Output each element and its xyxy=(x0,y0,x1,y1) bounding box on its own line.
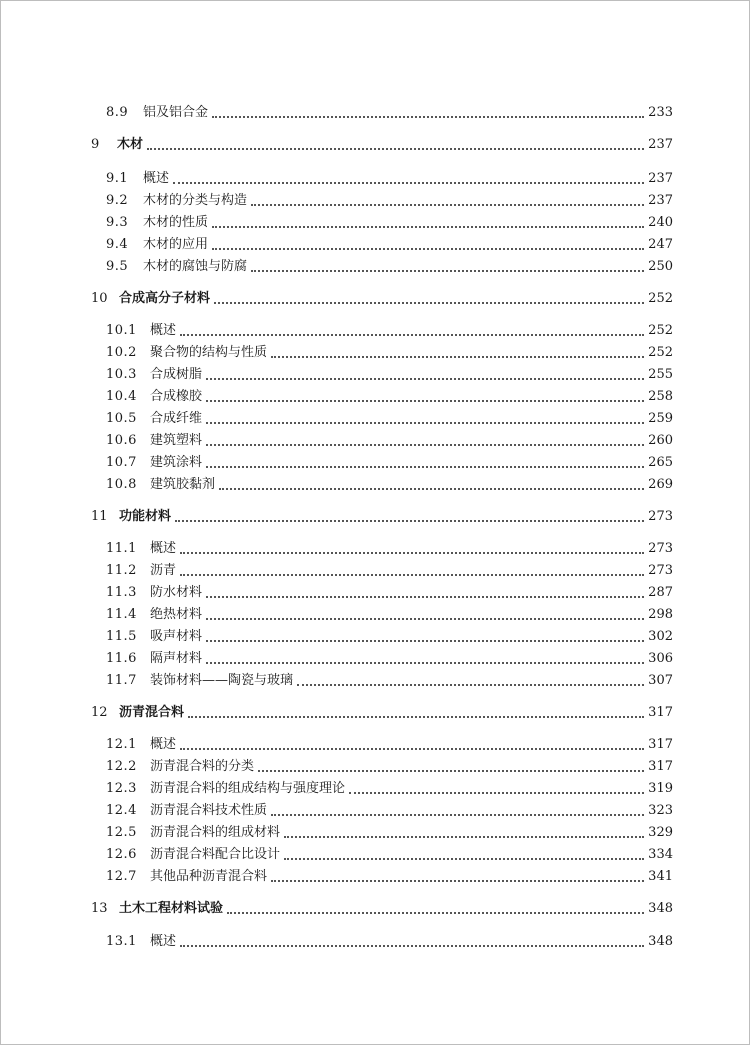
toc-section-entry[interactable] xyxy=(106,581,673,601)
toc-entry-number: 13.1 xyxy=(106,934,137,949)
toc-entry-page: 237 xyxy=(648,137,673,152)
toc-entry-title: 绝热材料 xyxy=(150,607,203,622)
toc-entry-title: 木材 xyxy=(117,137,144,152)
toc-entry-number: 9.4 xyxy=(106,237,129,252)
toc-section-entry[interactable] xyxy=(106,537,673,557)
dot-leader xyxy=(271,813,644,816)
dot-leader xyxy=(284,835,644,838)
toc-entry-title: 装饰材料——陶瓷与玻璃 xyxy=(150,673,294,688)
toc-entry-title: 建筑胶黏剂 xyxy=(150,477,216,492)
dot-leader xyxy=(206,661,644,664)
toc-section-entry[interactable] xyxy=(106,799,673,819)
toc-entry-title: 概述 xyxy=(150,934,177,949)
toc-entry-title: 建筑涂料 xyxy=(150,455,203,470)
toc-section-entry[interactable] xyxy=(106,451,673,471)
dot-leader xyxy=(180,333,644,336)
toc-chapter-entry[interactable] xyxy=(91,287,673,307)
toc-entry-number: 11.3 xyxy=(106,585,137,600)
toc-entry-page: 252 xyxy=(648,323,673,338)
toc-entry-number: 11.2 xyxy=(106,563,137,578)
toc-section-entry[interactable] xyxy=(106,385,673,405)
toc-entry-page: 273 xyxy=(648,563,673,578)
toc-entry-number: 12.4 xyxy=(106,803,137,818)
toc-section-entry[interactable] xyxy=(106,473,673,493)
toc-section-entry[interactable] xyxy=(106,930,673,950)
toc-entry-title: 木材的性质 xyxy=(143,215,209,230)
toc-entry-page: 258 xyxy=(648,389,673,404)
toc-section-entry[interactable] xyxy=(106,211,673,231)
toc-entry-number: 10.4 xyxy=(106,389,137,404)
dot-leader xyxy=(251,269,644,272)
toc-entry-number: 11.1 xyxy=(106,541,137,556)
toc-entry-title: 功能材料 xyxy=(119,509,172,524)
toc-entry-number: 9 xyxy=(91,137,100,152)
dot-leader xyxy=(258,769,644,772)
toc-entry-page: 287 xyxy=(648,585,673,600)
toc-entry-number: 12.3 xyxy=(106,781,137,796)
toc-entry-page: 306 xyxy=(648,651,673,666)
toc-entry-number: 12.5 xyxy=(106,825,137,840)
toc-entry-title: 聚合物的结构与性质 xyxy=(150,345,268,360)
toc-entry-number: 10.1 xyxy=(106,323,137,338)
toc-entry-page: 259 xyxy=(648,411,673,426)
toc-entry-page: 260 xyxy=(648,433,673,448)
toc-section-entry[interactable] xyxy=(106,319,673,339)
dot-leader xyxy=(180,944,644,947)
toc-entry-number: 11.4 xyxy=(106,607,137,622)
toc-entry-title: 沥青混合料的分类 xyxy=(150,759,255,774)
toc-entry-page: 323 xyxy=(648,803,673,818)
toc-entry-page: 269 xyxy=(648,477,673,492)
toc-entry-title: 沥青混合料技术性质 xyxy=(150,803,268,818)
toc-entry-page: 247 xyxy=(648,237,673,252)
dot-leader xyxy=(212,225,644,228)
dot-leader xyxy=(349,791,644,794)
toc-entry-number: 10.3 xyxy=(106,367,137,382)
toc-entry-page: 348 xyxy=(648,901,673,916)
toc-section-entry[interactable] xyxy=(106,843,673,863)
toc-section-entry[interactable] xyxy=(106,647,673,667)
toc-entry-page: 265 xyxy=(648,455,673,470)
dot-leader xyxy=(271,879,644,882)
dot-leader xyxy=(206,595,644,598)
toc-section-entry[interactable] xyxy=(106,101,673,121)
toc-entry-number: 12.2 xyxy=(106,759,137,774)
toc-entry-page: 307 xyxy=(648,673,673,688)
toc-section-entry[interactable] xyxy=(106,429,673,449)
dot-leader xyxy=(147,147,644,150)
dot-leader xyxy=(175,519,644,522)
toc-section-entry[interactable] xyxy=(106,755,673,775)
dot-leader xyxy=(206,421,644,424)
toc-entry-page: 329 xyxy=(648,825,673,840)
toc-entry-title: 木材的分类与构造 xyxy=(143,193,248,208)
toc-entry-title: 概述 xyxy=(143,171,170,186)
toc-entry-number: 12.7 xyxy=(106,869,137,884)
toc-section-entry[interactable] xyxy=(106,363,673,383)
toc-entry-number: 9.1 xyxy=(106,171,129,186)
toc-entry-number: 10.6 xyxy=(106,433,137,448)
toc-entry-number: 10.7 xyxy=(106,455,137,470)
toc-entry-title: 沥青混合料的组成结构与强度理论 xyxy=(150,781,346,796)
toc-entry-page: 302 xyxy=(648,629,673,644)
toc-entry-number: 9.3 xyxy=(106,215,129,230)
dot-leader xyxy=(206,639,644,642)
toc-entry-number: 11.5 xyxy=(106,629,137,644)
toc-entry-title: 合成橡胶 xyxy=(150,389,203,404)
toc-entry-page: 237 xyxy=(648,193,673,208)
dot-leader xyxy=(173,181,644,184)
toc-entry-title: 铝及铝合金 xyxy=(143,105,209,120)
toc-entry-number: 13 xyxy=(91,901,108,916)
toc-chapter-entry[interactable] xyxy=(91,897,673,917)
toc-section-entry[interactable] xyxy=(106,233,673,253)
dot-leader xyxy=(206,617,644,620)
toc-entry-title: 合成高分子材料 xyxy=(119,291,211,306)
dot-leader xyxy=(206,443,644,446)
dot-leader xyxy=(206,465,644,468)
toc-entry-page: 298 xyxy=(648,607,673,622)
toc-section-entry[interactable] xyxy=(106,625,673,645)
toc-section-entry[interactable] xyxy=(106,821,673,841)
dot-leader xyxy=(212,247,644,250)
toc-entry-title: 其他品种沥青混合料 xyxy=(150,869,268,884)
toc-section-entry[interactable] xyxy=(106,189,673,209)
toc-entry-number: 10.8 xyxy=(106,477,137,492)
toc-section-entry[interactable] xyxy=(106,865,673,885)
toc-entry-page: 317 xyxy=(648,705,673,720)
dot-leader xyxy=(219,487,644,490)
dot-leader xyxy=(284,857,644,860)
toc-section-entry[interactable] xyxy=(106,255,673,275)
toc-entry-page: 317 xyxy=(648,759,673,774)
toc-entry-title: 概述 xyxy=(150,737,177,752)
toc-entry-page: 240 xyxy=(648,215,673,230)
dot-leader xyxy=(251,203,644,206)
toc-entry-page: 237 xyxy=(648,171,673,186)
dot-leader xyxy=(271,355,644,358)
toc-entry-page: 341 xyxy=(648,869,673,884)
toc-entry-number: 10 xyxy=(91,291,108,306)
toc-entry-title: 建筑塑料 xyxy=(150,433,203,448)
toc-section-entry[interactable] xyxy=(106,341,673,361)
toc-entry-title: 土木工程材料试验 xyxy=(119,901,224,916)
dot-leader xyxy=(180,551,644,554)
toc-entry-title: 隔声材料 xyxy=(150,651,203,666)
toc-chapter-entry[interactable] xyxy=(91,701,673,721)
toc-section-entry[interactable] xyxy=(106,669,673,689)
toc-section-entry[interactable] xyxy=(106,559,673,579)
dot-leader xyxy=(180,747,644,750)
toc-entry-title: 沥青混合料配合比设计 xyxy=(150,847,281,862)
toc-entry-title: 沥青混合料 xyxy=(119,705,185,720)
toc-entry-number: 9.5 xyxy=(106,259,129,274)
toc-entry-page: 334 xyxy=(648,847,673,862)
toc-entry-number: 8.9 xyxy=(106,105,129,120)
toc-entry-title: 合成纤维 xyxy=(150,411,203,426)
toc-section-entry[interactable] xyxy=(106,407,673,427)
toc-section-entry[interactable] xyxy=(106,167,673,187)
toc-entry-number: 10.5 xyxy=(106,411,137,426)
toc-chapter-entry[interactable] xyxy=(91,505,673,525)
toc-entry-page: 233 xyxy=(648,105,673,120)
toc-entry-number: 11 xyxy=(91,509,108,524)
toc-section-entry[interactable] xyxy=(106,777,673,797)
dot-leader xyxy=(212,115,644,118)
toc-entry-title: 概述 xyxy=(150,323,177,338)
toc-entry-page: 255 xyxy=(648,367,673,382)
toc-entry-number: 10.2 xyxy=(106,345,137,360)
toc-entry-page: 317 xyxy=(648,737,673,752)
toc-entry-title: 概述 xyxy=(150,541,177,556)
toc-entry-number: 11.7 xyxy=(106,673,137,688)
toc-entry-number: 12.1 xyxy=(106,737,137,752)
toc-entry-page: 250 xyxy=(648,259,673,274)
dot-leader xyxy=(297,683,644,686)
dot-leader xyxy=(227,911,644,914)
toc-entry-page: 273 xyxy=(648,509,673,524)
toc-entry-title: 合成树脂 xyxy=(150,367,203,382)
dot-leader xyxy=(188,715,644,718)
toc-section-entry[interactable] xyxy=(106,733,673,753)
toc-entry-title: 木材的应用 xyxy=(143,237,209,252)
toc-entry-page: 252 xyxy=(648,345,673,360)
toc-entry-page: 348 xyxy=(648,934,673,949)
toc-entry-title: 防水材料 xyxy=(150,585,203,600)
toc-entry-title: 沥青混合料的组成材料 xyxy=(150,825,281,840)
toc-entry-title: 吸声材料 xyxy=(150,629,203,644)
toc-entry-number: 9.2 xyxy=(106,193,129,208)
dot-leader xyxy=(180,573,644,576)
toc-section-entry[interactable] xyxy=(106,603,673,623)
dot-leader xyxy=(206,399,644,402)
toc-entry-title: 木材的腐蚀与防腐 xyxy=(143,259,248,274)
toc-entry-page: 319 xyxy=(648,781,673,796)
toc-chapter-entry[interactable] xyxy=(91,133,673,153)
dot-leader xyxy=(214,301,644,304)
dot-leader xyxy=(206,377,644,380)
toc-entry-number: 12 xyxy=(91,705,108,720)
toc-entry-number: 11.6 xyxy=(106,651,137,666)
toc-entry-number: 12.6 xyxy=(106,847,137,862)
toc-entry-page: 252 xyxy=(648,291,673,306)
toc-entry-page: 273 xyxy=(648,541,673,556)
toc-entry-title: 沥青 xyxy=(150,563,177,578)
